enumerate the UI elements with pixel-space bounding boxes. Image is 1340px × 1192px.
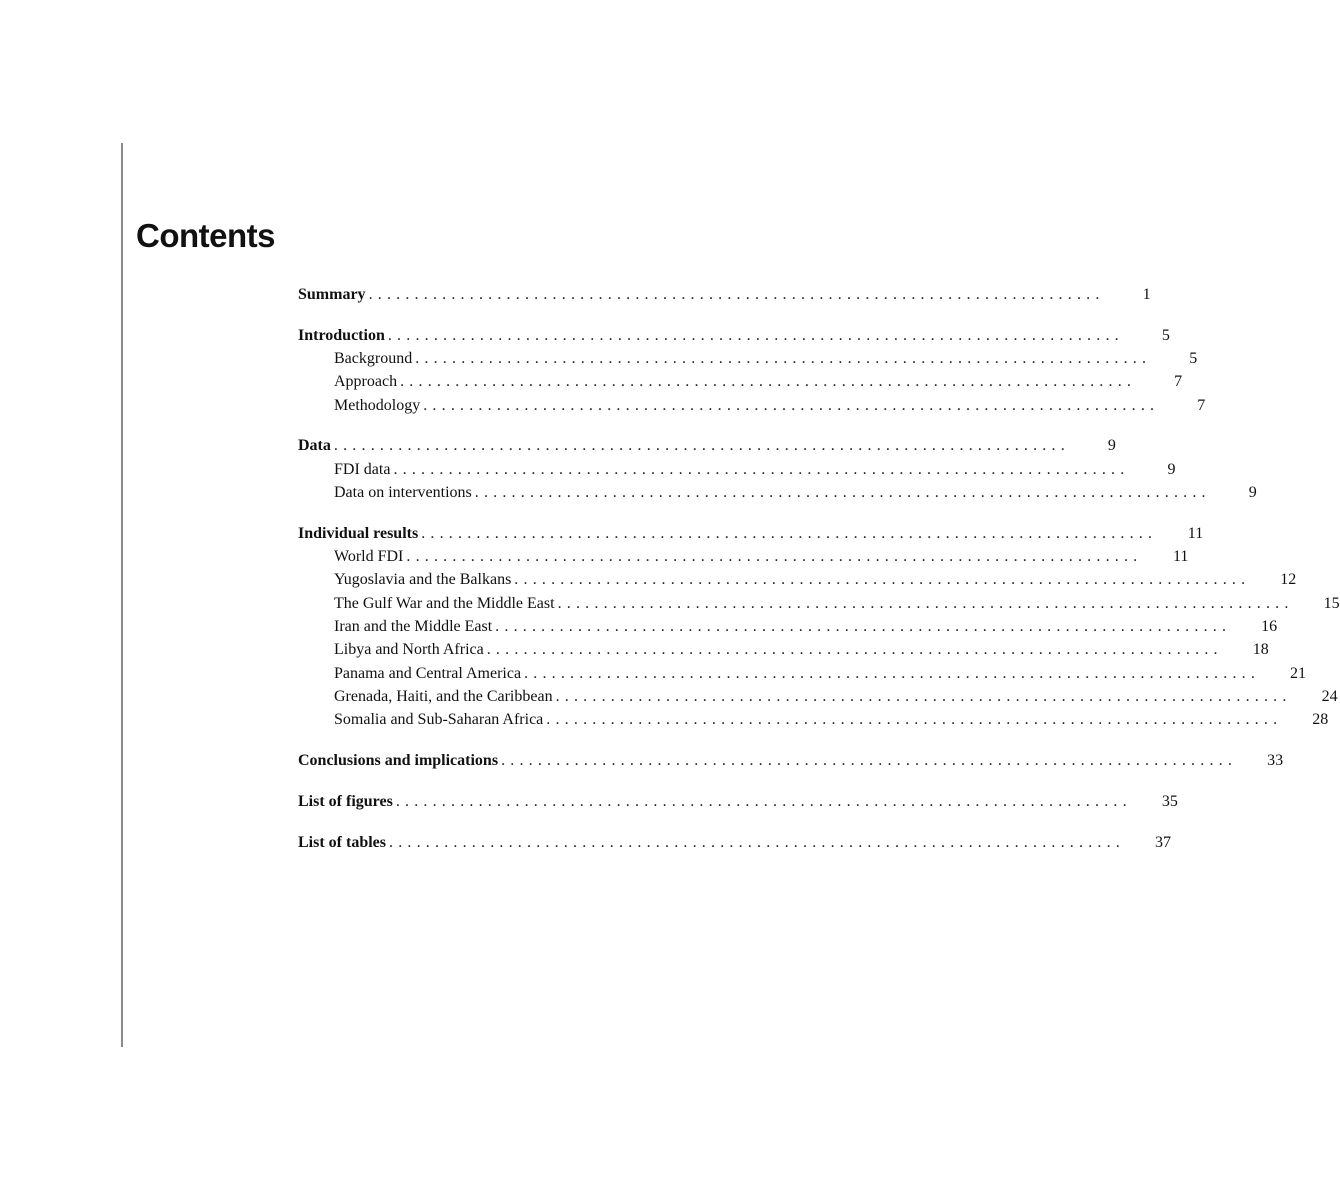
toc-entry-individual-results[interactable]	[298, 522, 1204, 545]
toc-subentry-yugoslavia[interactable]	[298, 568, 1297, 591]
dot-leader: ................................................................................	[514, 571, 1251, 589]
toc-page-number: 21	[1290, 664, 1307, 682]
toc-entry-label: Grenada, Haiti, and the Caribbean	[334, 687, 553, 705]
toc-entry-label: List of figures	[298, 792, 393, 810]
dot-leader: ................................................................................	[423, 396, 1160, 414]
toc-subentry-fdi-data[interactable]	[298, 458, 1176, 481]
toc-subentry-iran[interactable]	[298, 615, 1278, 638]
dot-leader: ................................................................................	[546, 711, 1283, 729]
toc-entry-label: Iran and the Middle East	[334, 618, 493, 636]
toc-entry-label: World FDI	[334, 548, 404, 566]
toc-subentry-libya[interactable]	[298, 638, 1269, 661]
toc-entry-introduction[interactable]	[298, 324, 1170, 347]
dot-leader: ................................................................................	[406, 548, 1143, 566]
toc-subentry-world-fdi[interactable]	[298, 545, 1189, 568]
toc-page-number: 5	[1189, 350, 1198, 368]
toc-page-number: 9	[1167, 460, 1176, 478]
toc-entry-label: Introduction	[298, 326, 385, 344]
dot-leader: ................................................................................	[557, 594, 1294, 612]
dot-leader: ................................................................................	[333, 437, 1070, 455]
toc-entry-label: Background	[334, 350, 413, 368]
page-title: Contents	[136, 217, 275, 254]
toc-entry-label: Panama and Central America	[334, 664, 522, 682]
toc-entry-label: Approach	[334, 373, 398, 391]
toc-page-number: 11	[1187, 524, 1204, 542]
toc-entry-label: List of tables	[298, 833, 386, 851]
toc-section	[298, 831, 1171, 854]
toc-entry-label: FDI data	[334, 460, 391, 478]
toc-section	[298, 324, 1206, 417]
toc-page-number: 7	[1197, 396, 1206, 414]
toc-entry-label: Libya and North Africa	[334, 641, 484, 659]
dot-leader: ................................................................................	[421, 524, 1158, 542]
toc-section	[298, 283, 1151, 306]
toc-subentry-gulf-war[interactable]	[298, 592, 1340, 615]
toc-section	[298, 749, 1284, 772]
toc-page-number: 9	[1107, 437, 1116, 455]
toc-entry-label: The Gulf War and the Middle East	[334, 594, 555, 612]
table-of-contents	[298, 283, 1340, 871]
toc-page-number: 9	[1248, 484, 1257, 502]
toc-entry-label: Yugoslavia and the Balkans	[334, 571, 512, 589]
dot-leader: ................................................................................	[524, 664, 1261, 682]
dot-leader: ................................................................................	[486, 641, 1223, 659]
toc-entry-label: Conclusions and implications	[298, 752, 499, 770]
toc-subentry-approach[interactable]	[298, 370, 1183, 393]
dot-leader: ................................................................................	[393, 460, 1130, 478]
dot-leader: ................................................................................	[495, 618, 1232, 636]
dot-leader: ................................................................................	[389, 833, 1125, 851]
toc-page-number: 16	[1261, 618, 1278, 636]
toc-entry-list-of-figures[interactable]	[298, 790, 1178, 813]
dot-leader: ................................................................................	[501, 752, 1238, 770]
toc-page-number: 5	[1161, 326, 1170, 344]
dot-leader: ................................................................................	[474, 484, 1211, 502]
toc-page-number: 7	[1174, 373, 1183, 391]
toc-entry-list-of-tables[interactable]	[298, 831, 1171, 854]
toc-entry-label: Summary	[298, 286, 366, 303]
toc-subentry-methodology[interactable]	[298, 394, 1206, 417]
toc-subentry-grenada[interactable]	[298, 685, 1338, 708]
toc-page-number: 1	[1142, 286, 1151, 303]
toc-section	[298, 522, 1340, 732]
toc-page-number: 33	[1267, 752, 1284, 770]
toc-entry-data[interactable]	[298, 434, 1116, 457]
toc-page-number: 11	[1172, 548, 1189, 566]
toc-page-number: 24	[1321, 687, 1338, 705]
toc-page-number: 35	[1161, 792, 1178, 810]
toc-page-number: 12	[1280, 571, 1297, 589]
toc-page-number: 18	[1252, 641, 1269, 659]
toc-page-number: 15	[1323, 594, 1340, 612]
toc-subentry-data-on-interventions[interactable]	[298, 481, 1257, 504]
toc-entry-label: Methodology	[334, 396, 421, 414]
toc-section	[298, 434, 1257, 504]
dot-leader: ................................................................................	[555, 687, 1292, 705]
dot-leader: ................................................................................	[368, 286, 1105, 303]
dot-leader: ................................................................................	[415, 350, 1152, 368]
toc-entry-label: Data on interventions	[334, 484, 472, 502]
dot-leader: ................................................................................	[395, 792, 1132, 810]
toc-page-number: 37	[1155, 833, 1171, 851]
dot-leader: ................................................................................	[387, 326, 1124, 344]
toc-subentry-somalia[interactable]	[298, 708, 1329, 731]
toc-entry-conclusions[interactable]	[298, 749, 1284, 772]
toc-entry-summary[interactable]	[298, 283, 1151, 306]
dot-leader: ................................................................................	[400, 373, 1137, 391]
toc-entry-label: Individual results	[298, 524, 419, 542]
toc-entry-label: Data	[298, 437, 331, 455]
margin-rule	[121, 143, 123, 1047]
toc-entry-label: Somalia and Sub-Saharan Africa	[334, 711, 544, 729]
toc-page-number: 28	[1312, 711, 1329, 729]
toc-section	[298, 790, 1178, 813]
toc-subentry-background[interactable]	[298, 347, 1198, 370]
toc-subentry-panama[interactable]	[298, 662, 1307, 685]
